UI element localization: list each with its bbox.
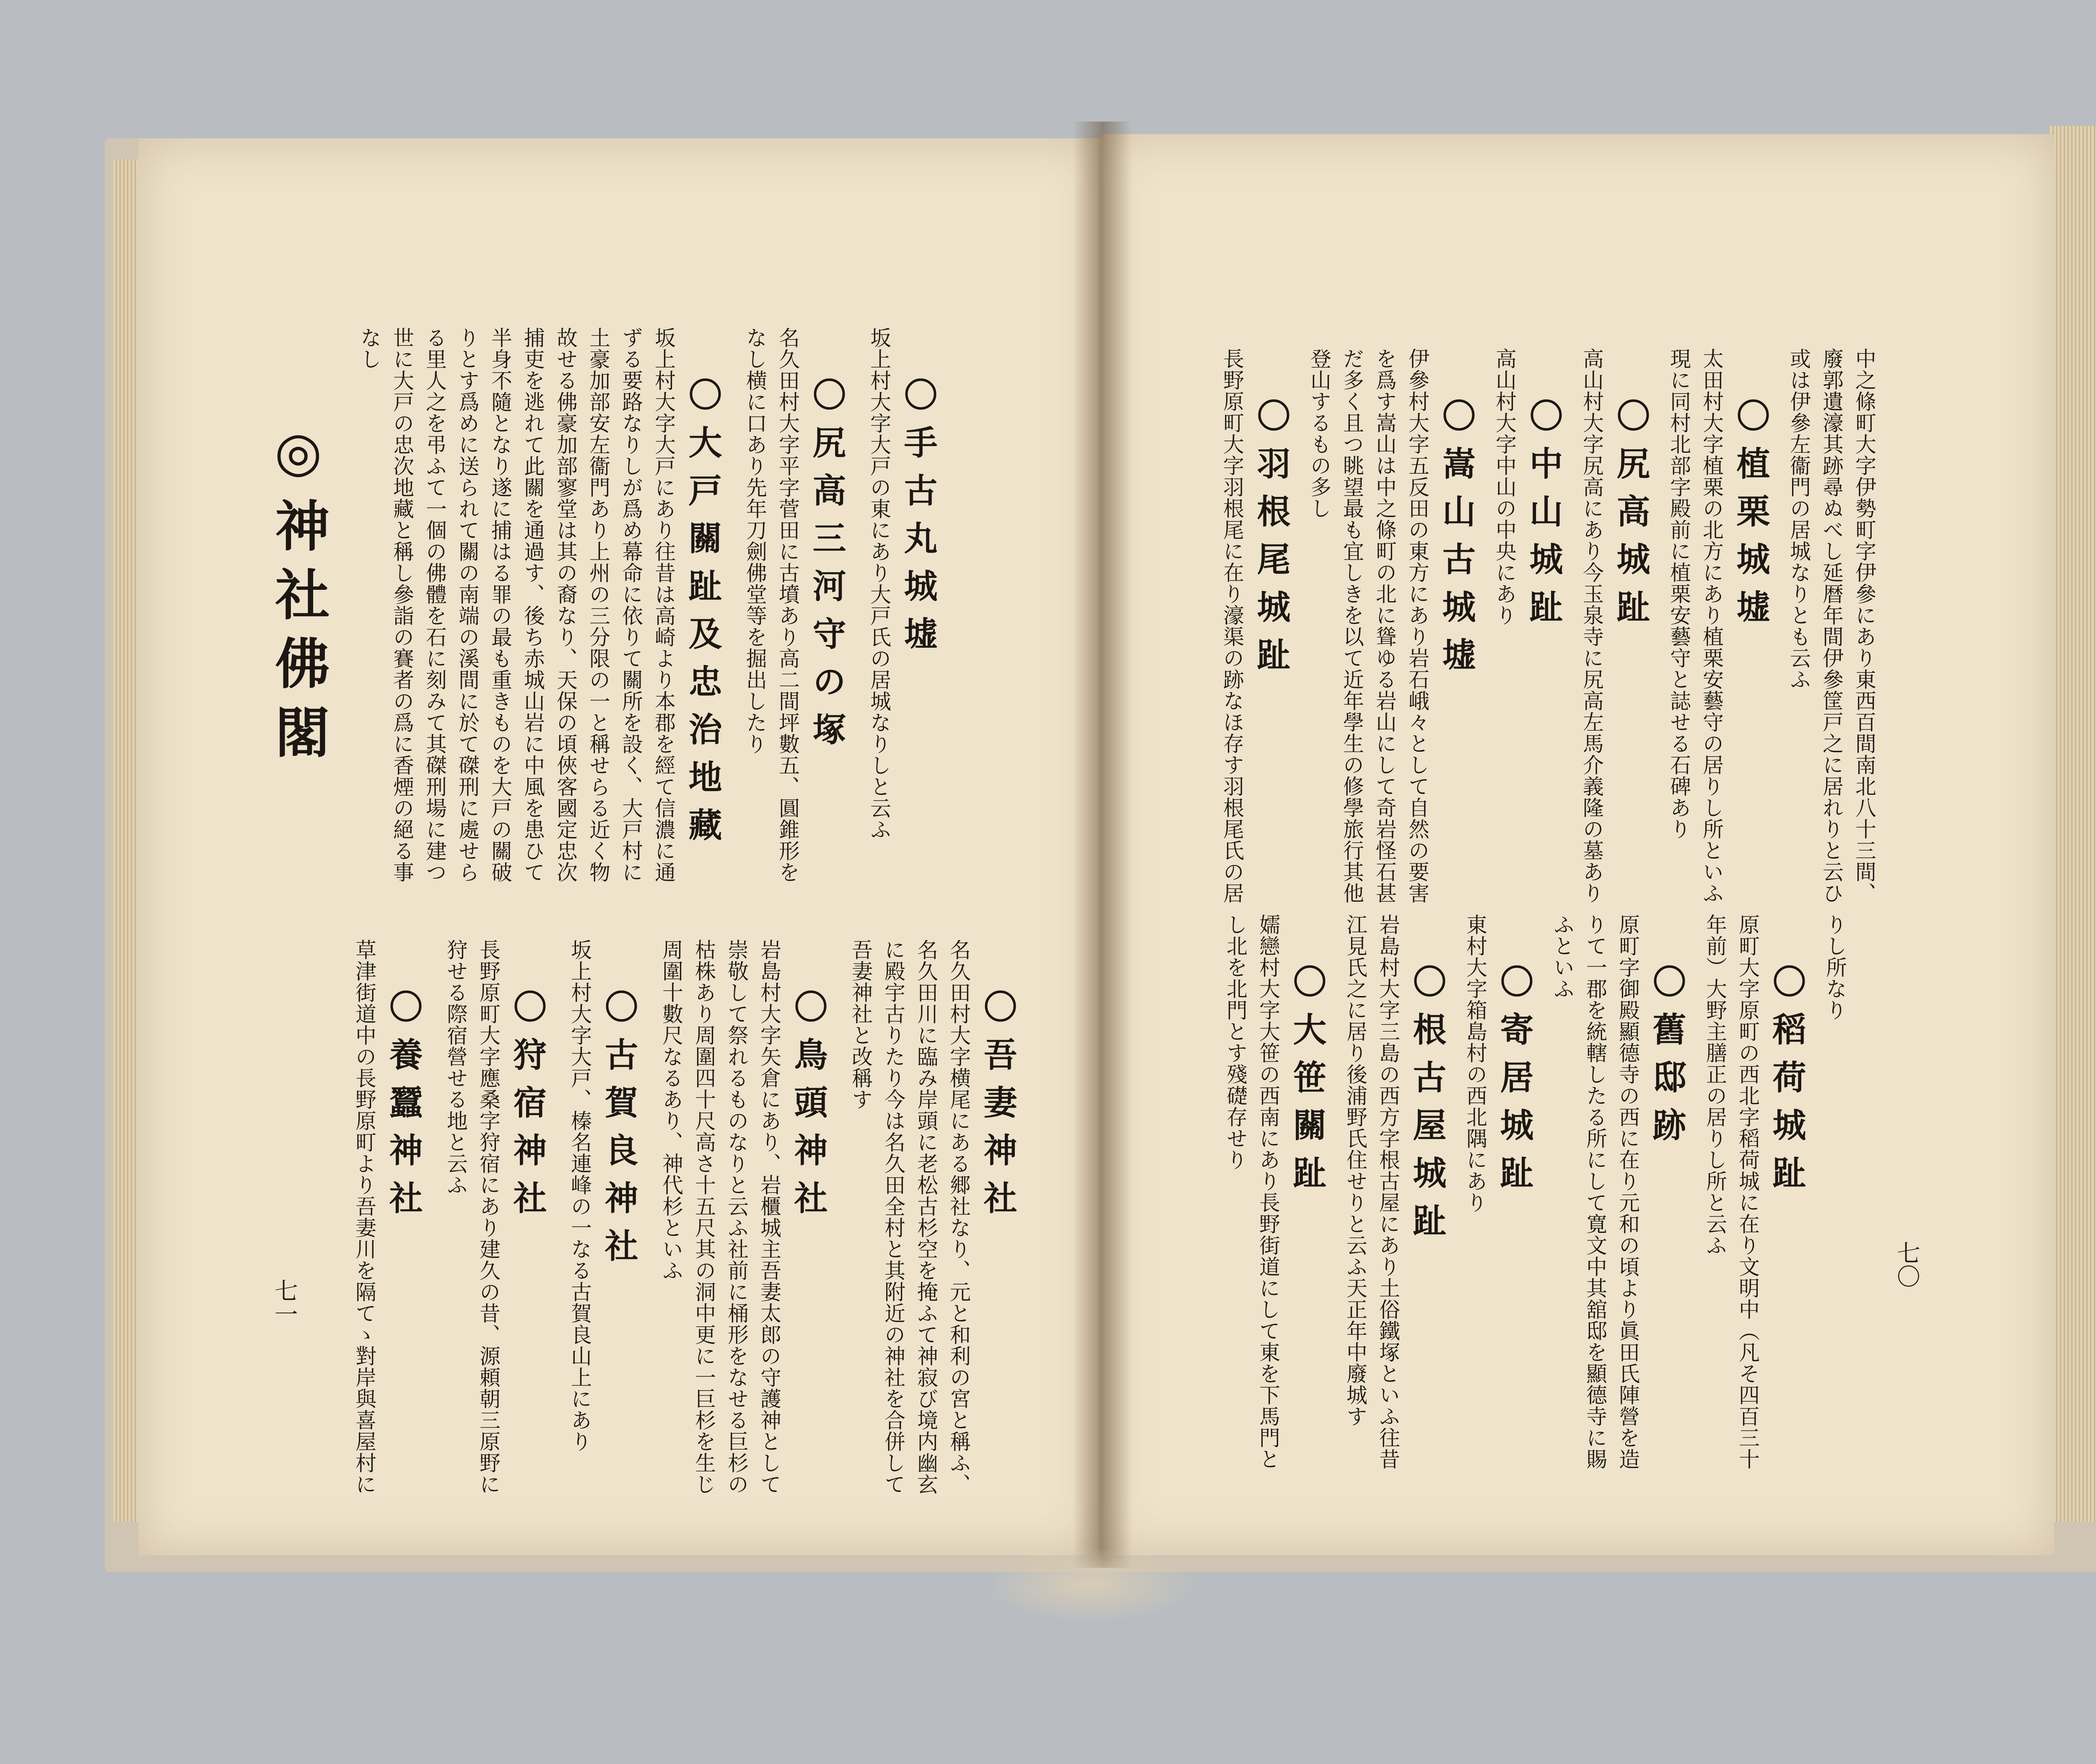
body-column: 廢郭遺濠其跡尋ぬべし延暦年間伊參筐戸之に居れりと云ひ: [1819, 348, 1844, 904]
body-column: 現に同村北部字殿前に植栗安藝守と誌せる石碑あり: [1667, 348, 1691, 840]
entry-heading: 〇寄居城趾: [1494, 964, 1534, 1203]
body-column: 坂上村大字大戸の東にあり大戸氏の居城なりしと云ふ: [867, 327, 891, 840]
right-page-number: 七〇: [1893, 1241, 1920, 1288]
body-column: 嬬戀村大字大笹の西南にあり長野街道にして東を下馬門と: [1256, 914, 1280, 1470]
body-column: 捕吏を逃れて此關を通過す、後ち赤城山岩に中風を患ひて: [521, 327, 545, 883]
body-column: 江見氏之に居り後浦野氏住せりと云ふ天正年中廢城す: [1343, 914, 1367, 1427]
body-column: る里人之を弔ふて一個の佛體を石に刻みて其磔刑場に建つ: [423, 327, 447, 883]
entry-heading: 〇吾妻神社: [978, 989, 1017, 1228]
body-column: だ多く且つ眺望最も宜しきを以て近年學生の修學旅行其他: [1340, 348, 1364, 904]
body-column: 故せる佛豪加部寥堂は其の裔なり、天保の頃俠客國定忠次: [553, 327, 578, 883]
body-column: 坂上村大字大戸にあり往昔は高崎より本郡を經て信濃に通: [651, 327, 676, 883]
body-column: ふといふ: [1550, 914, 1575, 999]
body-column: 世に大戸の忠次地藏と稱し參詣の賽者の爲に香煙の絕る事: [390, 327, 414, 883]
body-column: 狩せる際宿營せる地と云ふ: [444, 939, 468, 1196]
body-column: 原町字御殿顯德寺の西に在り元和の頃より眞田氏陣營を造: [1616, 914, 1640, 1470]
entry-heading: 〇大戸關趾及忠治地藏: [683, 377, 722, 855]
body-column: りて一郡を統轄したる所にして寛文中其舘邸を顯德寺に賜: [1583, 914, 1607, 1470]
body-column: 或は伊參左衞門の居城なりとも云ふ: [1787, 348, 1811, 690]
body-column: ずる要路なりしが爲め幕命に依りて關所を設く、大戸村に: [619, 327, 643, 883]
entry-heading: 〇狩宿神社: [508, 989, 547, 1228]
entry-heading: 〇養蠶神社: [384, 989, 423, 1228]
entry-heading: 〇手古丸城墟: [898, 377, 938, 664]
entry-heading: 〇尻高城趾: [1611, 398, 1650, 637]
body-column: 吾妻神社と改稱す: [848, 939, 873, 1110]
entry-heading: 〇稻荷城趾: [1767, 964, 1806, 1203]
body-column: りとす爲めに送られて關の南端の溪間に於て磔刑に處せら: [455, 327, 480, 883]
body-column: なし: [357, 327, 381, 370]
body-column: 土豪加部安左衞門あり上州の三分限の一と稱せらる近く物: [586, 327, 610, 883]
section-heading: ◎神社佛閣: [266, 419, 330, 773]
body-column: 長野原町大字羽根尾に在り濠渠の跡なほ存す羽根尾氏の居: [1220, 348, 1244, 904]
entry-heading: 〇嵩山古城墟: [1437, 398, 1476, 685]
body-column: 年前）大野主膳正の居りし所と云ふ: [1703, 914, 1727, 1256]
body-column: 登山するもの多し: [1307, 348, 1331, 519]
body-column: 周圍十數尺なるあり、神代杉といふ: [659, 939, 683, 1281]
body-column: 名久田川に臨み岸頭に老松古杉空を掩ふて神寂び境内幽玄: [914, 939, 938, 1495]
body-column: 岩島村大字三島の西方字根古屋にあり土俗鐵塚といふ往昔: [1376, 914, 1400, 1470]
body-column: 岩島村大字矢倉にあり、岩櫃城主吾妻太郎の守護神として: [757, 939, 781, 1495]
entry-heading: 〇根古屋城趾: [1407, 964, 1447, 1251]
entry-heading: 〇羽根尾城趾: [1251, 398, 1291, 685]
entry-heading: 〇中山城趾: [1524, 398, 1563, 637]
entry-heading: 〇舊邸跡: [1647, 964, 1686, 1155]
body-column: 名久田村大字横尾にある郷社なり、元と和利の宮と稱ふ、: [947, 939, 971, 1495]
entry-heading: 〇鳥頭神社: [789, 989, 828, 1228]
body-column: りし所なり: [1823, 914, 1847, 1021]
body-column: 太田村大字植栗の北方にあり植栗安藝守の居りし所といふ: [1699, 348, 1724, 904]
entry-heading: 〇大笹關趾: [1287, 964, 1327, 1203]
body-column: に殿宇古りたり今は名久田全村と其附近の神社を合併して: [881, 939, 905, 1495]
body-column: し北を北門とす殘礎存せり: [1223, 914, 1248, 1170]
body-column: 東村大字箱島村の西北隅にあり: [1463, 914, 1487, 1213]
body-column: を爲す嵩山は中之條町の北に聳ゆる岩山にして奇岩怪石甚: [1372, 348, 1397, 904]
body-column: 高山村大字尻高にあり今玉泉寺に尻高左馬介義隆の墓あり: [1580, 348, 1604, 904]
body-column: 長野原町大字應桑字狩宿にあり建久の昔、源頼朝三原野に: [476, 939, 501, 1495]
body-column: 伊參村大字五反田の東方にあり岩石峨々として自然の要害: [1405, 348, 1429, 904]
body-column: 枯株あり周圍四十尺高さ十五尺其の洞中更に一巨杉を生じ: [692, 939, 716, 1495]
body-column: 原町大字原町の西北字稻荷城に在り文明中（凡そ四百三十: [1735, 914, 1760, 1470]
left-page-number: 七一: [271, 1279, 298, 1326]
body-column: 名久田村大字平字菅田に古墳あり高二間坪數五、圓錐形を: [776, 327, 800, 883]
body-column: 半身不隨となり遂に捕はる罪の最も重きものを大戸の關破: [488, 327, 512, 883]
body-column: なし横に口あり先年刀劍佛堂等を掘出したり: [743, 327, 767, 755]
body-column: 崇敬して祭れるものなりと云ふ社前に桶形をなせる巨杉の: [724, 939, 749, 1495]
entry-heading: 〇植栗城墟: [1731, 398, 1770, 637]
body-column: 中之條町大字伊勢町字伊參にあり東西百間南北八十三間、: [1852, 348, 1876, 904]
entry-heading: 〇尻高三河守の塚: [807, 377, 846, 760]
entry-heading: 〇古賀良神社: [599, 989, 638, 1276]
body-column: 坂上村大字大戸、榛名連峰の一なる古賀良山上にあり: [568, 939, 592, 1452]
body-column: 高山村大字中山の中央にあり: [1492, 348, 1517, 626]
body-column: 草津街道中の長野原町より吾妻川を隔てゝ對岸與喜屋村に: [352, 939, 376, 1495]
